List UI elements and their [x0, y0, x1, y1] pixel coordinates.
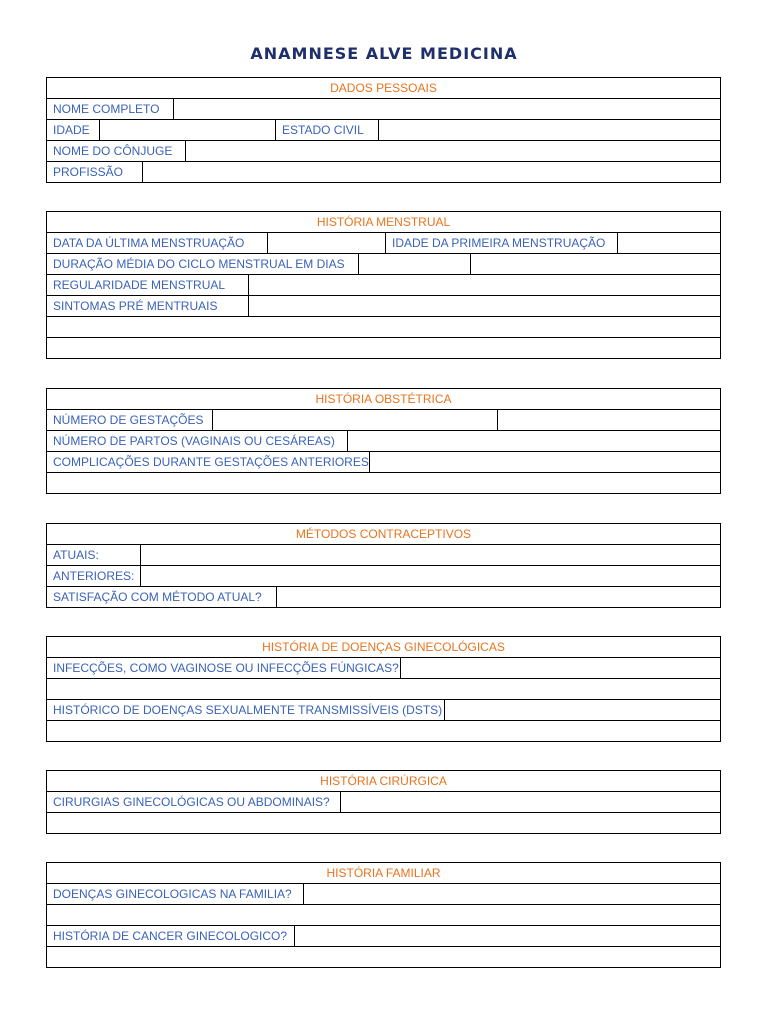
form-row-satisfacao — [47, 586, 720, 607]
idade-label: IDADE — [53, 123, 90, 137]
regularidade-label: REGULARIDADE MENSTRUAL — [53, 278, 226, 292]
nome-completo-field[interactable] — [173, 99, 720, 119]
form-row-infeccoes — [47, 657, 720, 678]
doencas-familia-label: DOENÇAS GINECOLOGICAS NA FAMILIA? — [53, 887, 292, 901]
section-header: MÉTODOS CONTRACEPTIVOS — [295, 527, 472, 541]
blank-row[interactable] — [47, 812, 720, 833]
section-historia-familiar — [46, 862, 721, 968]
infeccoes-label: INFECÇÕES, COMO VAGINOSE OU INFECÇÕES FÚNGICAS? — [53, 661, 399, 675]
satisfacao-field[interactable] — [276, 587, 720, 607]
data-ultima-menstruacao-label: DATA DA ÚLTIMA MENSTRUAÇÃO — [53, 236, 245, 250]
section-doencas-ginecologicas — [46, 636, 721, 742]
cancer-label: HISTÓRIA DE CANCER GINECOLOGICO? — [53, 929, 288, 943]
estado-civil-label: ESTADO CIVIL — [275, 120, 378, 140]
duracao-ciclo-extra-field[interactable] — [470, 254, 720, 274]
section-historia-cirurgica — [46, 770, 721, 834]
blank-row[interactable] — [47, 472, 720, 493]
form-row-complicacoes — [47, 451, 720, 472]
infeccoes-field[interactable] — [400, 658, 720, 678]
nome-conjuge-field[interactable] — [185, 141, 720, 161]
doencas-familia-field[interactable] — [303, 884, 720, 904]
form-row-atuais — [47, 544, 720, 565]
idade-primeira-menstruacao-field[interactable] — [617, 233, 720, 253]
form-row-profissao — [47, 161, 720, 182]
atuais-label: ATUAIS: — [53, 548, 99, 562]
blank-row[interactable] — [47, 316, 720, 337]
gestacoes-field[interactable] — [212, 410, 497, 430]
section-header: DADOS PESSOAIS — [330, 81, 437, 95]
partos-label: NÚMERO DE PARTOS (VAGINAIS OU CESÁREAS) — [53, 434, 335, 448]
data-ultima-menstruacao-field[interactable] — [267, 233, 385, 253]
form-row-data-ultima — [47, 232, 720, 253]
idade-primeira-menstruacao-label: IDADE DA PRIMEIRA MENSTRUAÇÃO — [385, 233, 617, 253]
section-historia-menstrual — [46, 211, 721, 359]
form-row-nome-conjuge — [47, 140, 720, 161]
form-row-idade — [47, 119, 720, 140]
gestacoes-extra-field[interactable] — [497, 410, 720, 430]
section-metodos-contraceptivos — [46, 523, 721, 608]
duracao-ciclo-field[interactable] — [358, 254, 470, 274]
anteriores-field[interactable] — [140, 566, 720, 586]
dsts-label: HISTÓRICO DE DOENÇAS SEXUALMENTE TRANSMISSÍVEIS (DSTS) — [53, 703, 443, 717]
complicacoes-field[interactable] — [369, 452, 720, 472]
section-header: HISTÓRIA MENSTRUAL — [316, 215, 451, 229]
form-row-gestacoes — [47, 409, 720, 430]
form-row-anteriores — [47, 565, 720, 586]
section-dados-pessoais — [46, 77, 721, 183]
profissao-field[interactable] — [142, 162, 720, 182]
blank-row[interactable] — [47, 678, 720, 699]
gestacoes-label: NÚMERO DE GESTAÇÕES — [53, 413, 204, 427]
profissao-label: PROFISSÃO — [53, 165, 124, 179]
idade-field[interactable] — [99, 120, 275, 140]
satisfacao-label: SATISFAÇÃO COM MÉTODO ATUAL? — [53, 590, 262, 604]
cancer-field[interactable] — [294, 926, 720, 946]
form-row-duracao-ciclo — [47, 253, 720, 274]
page-title: ANAMNESE ALVE MEDICINA — [250, 44, 518, 63]
section-header: HISTÓRIA CIRÚRGICA — [320, 774, 447, 788]
section-historia-obstetrica — [46, 388, 721, 494]
form-row-cancer — [47, 925, 720, 946]
form-row-regularidade — [47, 274, 720, 295]
nome-completo-label: NOME COMPLETO — [53, 102, 160, 116]
form-row-sintomas — [47, 295, 720, 316]
blank-row[interactable] — [47, 337, 720, 358]
form-row-doencas-familia — [47, 883, 720, 904]
complicacoes-label: COMPLICAÇÕES DURANTE GESTAÇÕES ANTERIORES — [53, 455, 369, 469]
form-row-dsts — [47, 699, 720, 720]
blank-row[interactable] — [47, 720, 720, 741]
sintomas-label: SINTOMAS PRÉ MENTRUAIS — [53, 299, 218, 313]
dsts-field[interactable] — [444, 700, 720, 720]
form-row-partos — [47, 430, 720, 451]
cirurgias-field[interactable] — [340, 792, 720, 812]
section-header: HISTÓRIA FAMILIAR — [326, 866, 441, 880]
section-header: HISTÓRIA OBSTÉTRICA — [315, 392, 452, 406]
sintomas-field[interactable] — [248, 296, 720, 316]
blank-row[interactable] — [47, 904, 720, 925]
duracao-ciclo-label: DURAÇÃO MÉDIA DO CICLO MENSTRUAL EM DIAS — [53, 257, 345, 271]
form-row-nome-completo — [47, 98, 720, 119]
partos-field[interactable] — [347, 431, 720, 451]
regularidade-field[interactable] — [248, 275, 720, 295]
section-header: HISTÓRIA DE DOENÇAS GINECOLÓGICAS — [262, 640, 505, 654]
anteriores-label: ANTERIORES: — [53, 569, 135, 583]
atuais-field[interactable] — [140, 545, 720, 565]
estado-civil-field[interactable] — [378, 120, 720, 140]
nome-conjuge-label: NOME DO CÔNJUGE — [53, 144, 173, 158]
form-row-cirurgias — [47, 791, 720, 812]
blank-row[interactable] — [47, 946, 720, 967]
cirurgias-label: CIRURGIAS GINECOLÓGICAS OU ABDOMINAIS? — [53, 795, 330, 809]
